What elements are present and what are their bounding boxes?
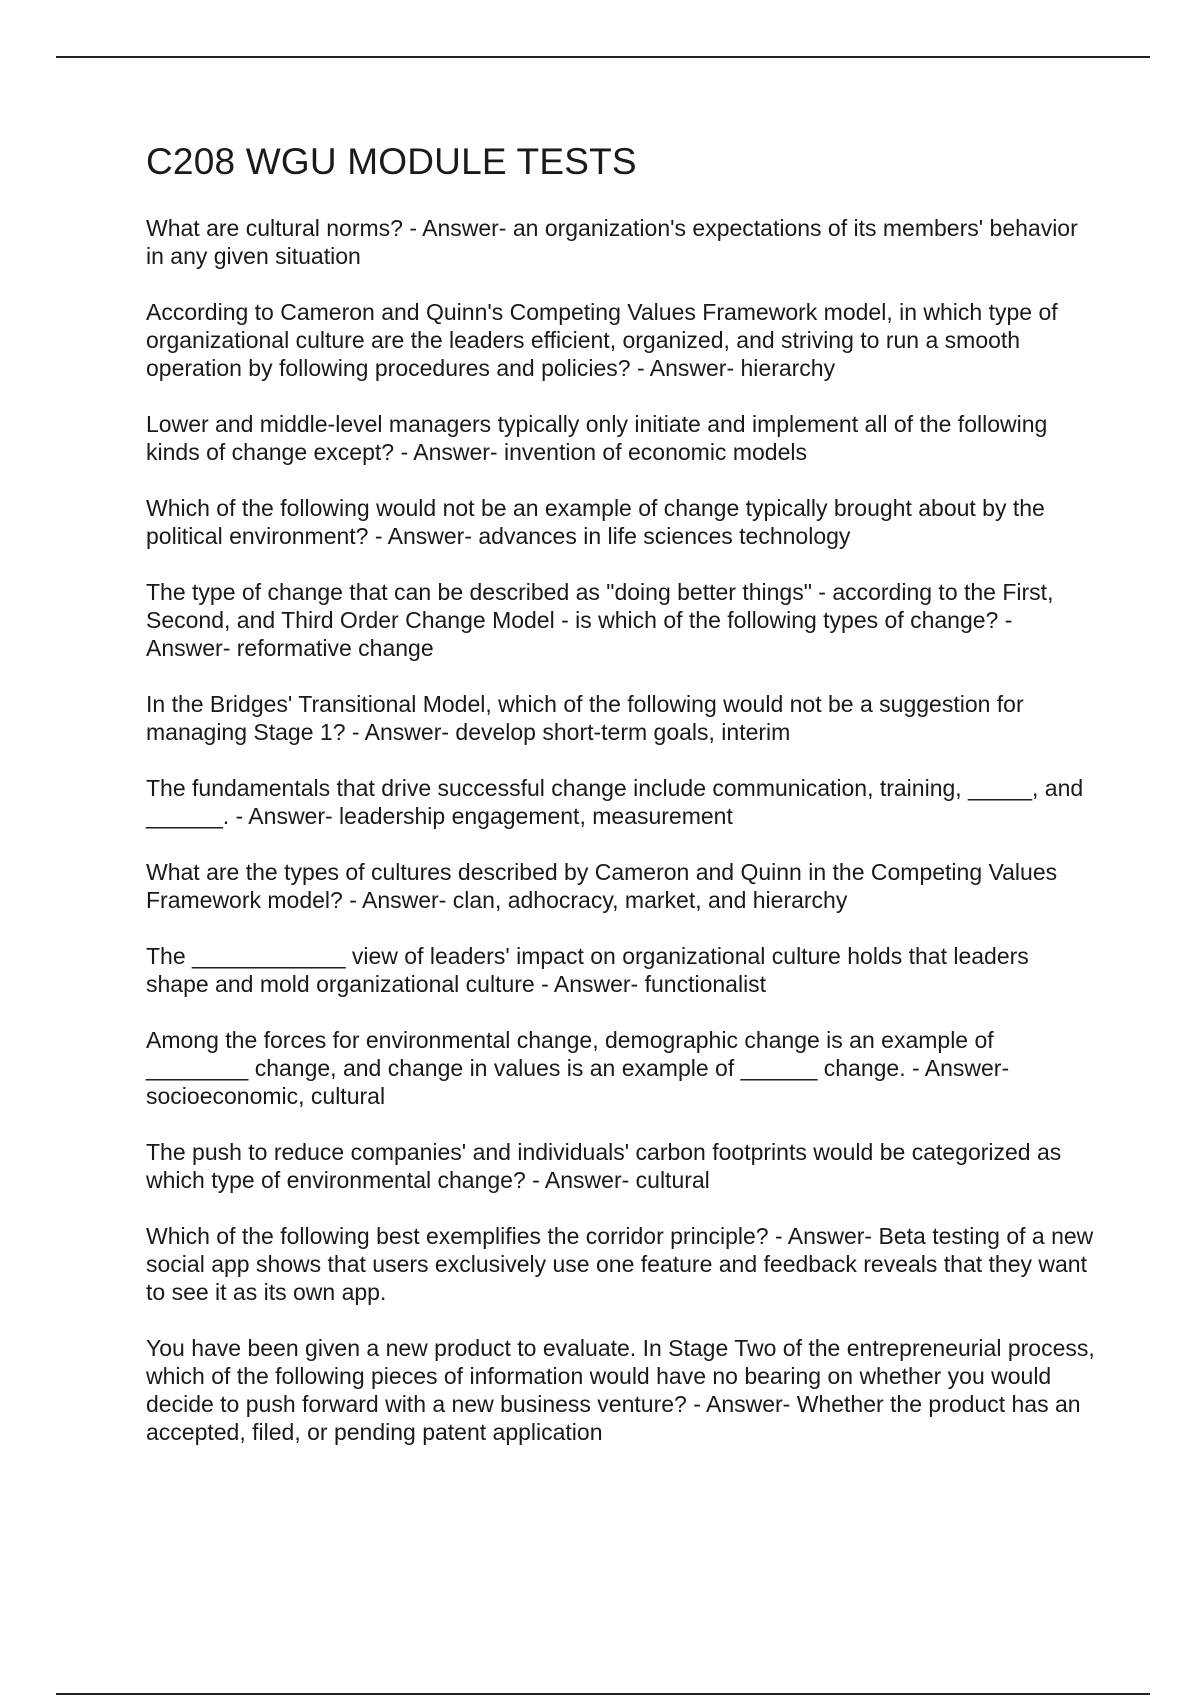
bottom-rule (56, 1693, 1150, 1695)
qa-item: What are cultural norms? - Answer- an organization's expectations of its members' behavior in any given situation (146, 215, 1078, 270)
qa-item: Among the forces for environmental change, demographic change is an example of ________ change, and change in values is an example of ______ change. - Answer- socioeconomic, cultural (146, 1027, 1010, 1110)
qa-item: You have been given a new product to evaluate. In Stage Two of the entrepreneurial process, which of the following pieces of information would have no bearing on whether you would decide to push forward with a new business venture? - Answer- Whether the product has an accepted, filed, or pending patent application (146, 1335, 1095, 1446)
qa-item: According to Cameron and Quinn's Competing Values Framework model, in which type of organizational culture are the leaders efficient, organized, and striving to run a smooth operation by following procedures and policies? - Answer- hierarchy (146, 299, 1058, 382)
qa-item: The ____________ view of leaders' impact on organizational culture holds that leaders shape and mold organizational culture - Answer- functionalist (146, 943, 1029, 998)
document-title: C208 WGU MODULE TESTS (146, 141, 637, 182)
document-body (146, 140, 1096, 1474)
qa-item: The fundamentals that drive successful change include communication, training, _____, and ______. - Answer- leadership engagement, measurement (146, 775, 1084, 830)
qa-item: Lower and middle-level managers typically only initiate and implement all of the following kinds of change except? - Answer- invention of economic models (146, 411, 1048, 466)
qa-item: What are the types of cultures described by Cameron and Quinn in the Competing Values Framework model? - Answer- clan, adhocracy, market, and hierarchy (146, 859, 1058, 914)
qa-item: Which of the following would not be an example of change typically brought about by the political environment? - Answer- advances in life sciences technology (146, 495, 1045, 550)
qa-item: In the Bridges' Transitional Model, which of the following would not be a suggestion for managing Stage 1? - Answer- develop short-term goals, interim (146, 691, 1024, 746)
qa-item: The push to reduce companies' and individuals' carbon footprints would be categorized as which type of environmental change? - Answer- cultural (146, 1139, 1062, 1194)
qa-item: The type of change that can be described as "doing better things" - according to the First, Second, and Third Order Change Model - is which of the following types of change? - Answer- reformative change (146, 579, 1054, 662)
top-rule (56, 56, 1150, 58)
qa-item: Which of the following best exemplifies the corridor principle? - Answer- Beta testing of a new social app shows that users exclusively use one feature and feedback reveals that they want to see it as its own app. (146, 1223, 1094, 1306)
